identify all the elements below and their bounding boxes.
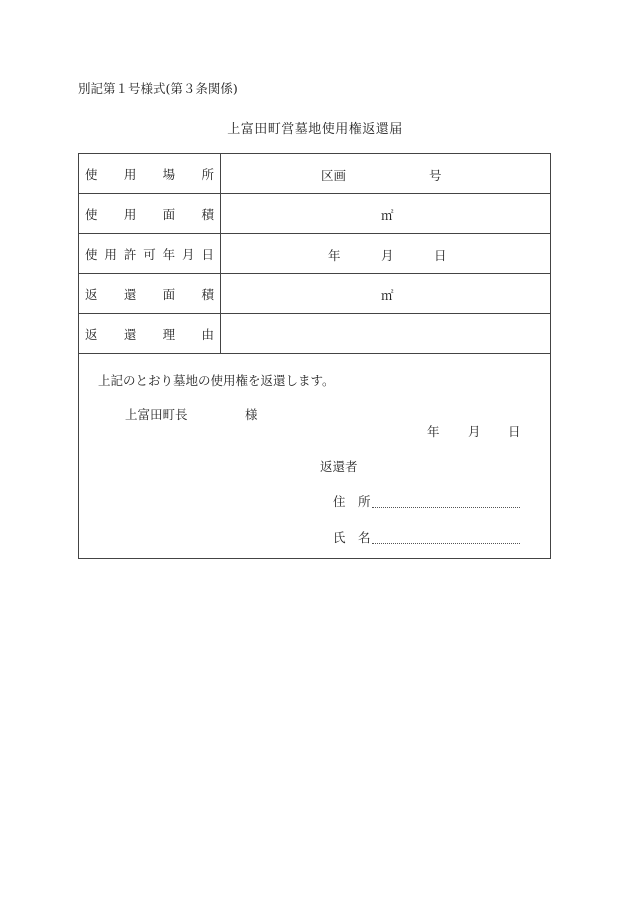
area-unit: ㎡ <box>381 208 394 223</box>
label-returned-area <box>79 274 221 313</box>
label-char: 由 <box>201 326 214 342</box>
name-field[interactable] <box>372 543 520 544</box>
label-char: 返 <box>85 286 98 302</box>
address-field[interactable] <box>372 507 520 508</box>
declaration-statement: 上記のとおり墓地の使用権を返還します。 <box>98 373 335 388</box>
label-char: 使 <box>85 246 98 262</box>
label-char: 積 <box>201 206 214 222</box>
row-return-reason <box>79 314 550 354</box>
label-char: 許 <box>123 246 137 262</box>
label-permission-date <box>79 234 221 273</box>
label-return-reason <box>79 314 221 353</box>
label-char: 理 <box>162 326 176 342</box>
row-place-of-use <box>79 154 550 194</box>
label-char: 使 <box>85 166 98 182</box>
label-char: 年 <box>162 246 176 262</box>
label-char: 場 <box>162 166 176 182</box>
value-place-of-use[interactable] <box>221 154 550 193</box>
label-place-of-use <box>79 154 221 193</box>
addressee-mayor: 上富田町長 <box>125 407 188 422</box>
form-number-label: 別記第１号様式(第３条関係) <box>78 81 238 96</box>
document-title: 上富田町営墓地使用権返還届 <box>227 122 403 137</box>
value-area-used[interactable] <box>221 194 550 233</box>
day-unit: 日 <box>434 248 447 263</box>
year-unit: 年 <box>328 248 341 263</box>
label-char: 用 <box>123 206 137 222</box>
label-char: 日 <box>201 246 214 262</box>
decl-month-unit: 月 <box>468 424 481 439</box>
returned-area-unit: ㎡ <box>381 288 394 303</box>
honorific: 様 <box>245 407 258 422</box>
month-unit: 月 <box>381 248 394 263</box>
label-char: 用 <box>123 166 137 182</box>
number-suffix: 号 <box>429 168 442 183</box>
label-char: 月 <box>182 246 195 262</box>
value-return-reason[interactable] <box>221 314 550 353</box>
row-area-used <box>79 194 550 234</box>
label-char: 還 <box>123 286 137 302</box>
name-label: 氏 名 <box>333 530 371 545</box>
decl-year-unit: 年 <box>427 424 440 439</box>
label-char: 面 <box>162 206 176 222</box>
address-label: 住 所 <box>333 494 371 509</box>
return-form-table <box>78 153 551 559</box>
label-char: 使 <box>85 206 98 222</box>
section-label: 区画 <box>321 168 347 183</box>
label-area-used <box>79 194 221 233</box>
label-char: 所 <box>201 166 214 182</box>
label-char: 可 <box>143 246 156 262</box>
label-char: 面 <box>162 286 176 302</box>
row-returned-area <box>79 274 550 314</box>
value-returned-area[interactable] <box>221 274 550 313</box>
label-char: 返 <box>85 326 98 342</box>
row-permission-date <box>79 234 550 274</box>
label-char: 用 <box>104 246 117 262</box>
decl-day-unit: 日 <box>508 424 521 439</box>
label-char: 積 <box>201 286 214 302</box>
returner-label: 返還者 <box>320 459 358 474</box>
value-permission-date[interactable] <box>221 234 550 273</box>
label-char: 還 <box>123 326 137 342</box>
